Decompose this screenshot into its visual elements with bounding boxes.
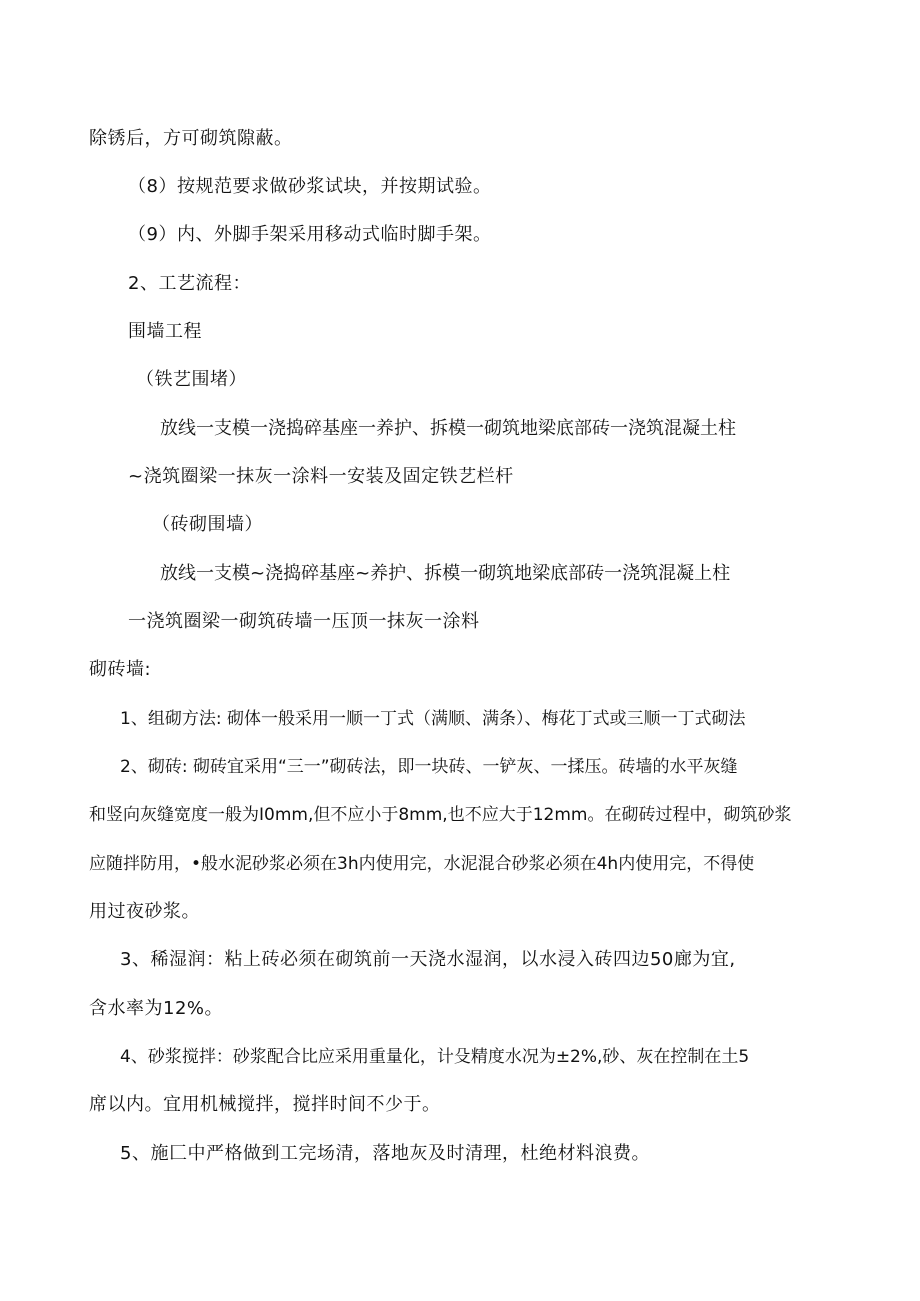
text-line-18: 3、稀湿润：粘上砖必须在砌筑前一天浇水湿润，以水浸入砖四边50廊为宜, xyxy=(120,949,736,970)
text-line-10: 放线一支模~浇捣碎基座~养护、拆模一砌筑地梁底部砖一浇筑混凝上柱 xyxy=(160,563,731,584)
text-line-14: 2、砌砖: 砌砖宜采用“三一”砌砖法，即一块砖、一铲灰、一揉压。砖墙的水平灰缝 xyxy=(120,757,738,777)
text-line-5: 围墙工程 xyxy=(128,321,202,342)
text-line-4: 2、工艺流程： xyxy=(128,273,251,294)
text-line-16: 应随拌防用，•般水泥砂浆必须在3h内使用完，水泥混合砂浆必须在4h内使用完，不得使 xyxy=(89,854,755,874)
text-line-19: 含水率为12%。 xyxy=(89,998,224,1019)
text-line-2: （8）按规范要求做砂浆试块，并按期试验。 xyxy=(128,176,492,197)
text-line-9: （砖砌围墙） xyxy=(152,514,263,535)
text-line-17: 用过夜砂浆。 xyxy=(89,901,200,922)
text-line-22: 5、施匚中严格做到工完场清，落地灰及时清理，杜绝材料浪费。 xyxy=(120,1143,650,1164)
text-line-6: （铁艺围堵） xyxy=(136,369,247,390)
text-line-12: 砌砖墙: xyxy=(89,659,152,680)
text-line-8: ~浇筑圈梁一抹灰一涂料一安装及固定铁艺栏杆 xyxy=(128,466,514,487)
text-line-1: 除锈后，方可砌筑隙蔽。 xyxy=(89,128,293,149)
text-line-3: （9）内、外脚手架采用移动式临时脚手架。 xyxy=(128,224,492,245)
text-line-20: 4、砂浆搅拌：砂浆配合比应采用重量化，计殳精度水况为±2%,砂、灰在控制在土5 xyxy=(120,1047,750,1067)
text-line-11: 一浇筑圈梁一砌筑砖墙一压顶一抹灰一涂料 xyxy=(128,611,480,632)
text-line-21: 席以内。宜用机械搅拌，搅拌时间不少于。 xyxy=(89,1094,441,1115)
text-line-15: 和竖向灰缝宽度一般为I0mm,但不应小于8mm,也不应大于12mm。在砌砖过程中，砌筑砂浆 xyxy=(89,805,792,825)
text-line-13: 1、组砌方法: 砌体一般采用一顺一丁式（满顺、满条）、梅花丁式或三顺一丁式砌法 xyxy=(120,709,746,729)
text-line-7: 放线一支模一浇捣碎基座一养护、拆模一砌筑地梁底部砖一浇筑混凝土柱 xyxy=(160,418,736,439)
